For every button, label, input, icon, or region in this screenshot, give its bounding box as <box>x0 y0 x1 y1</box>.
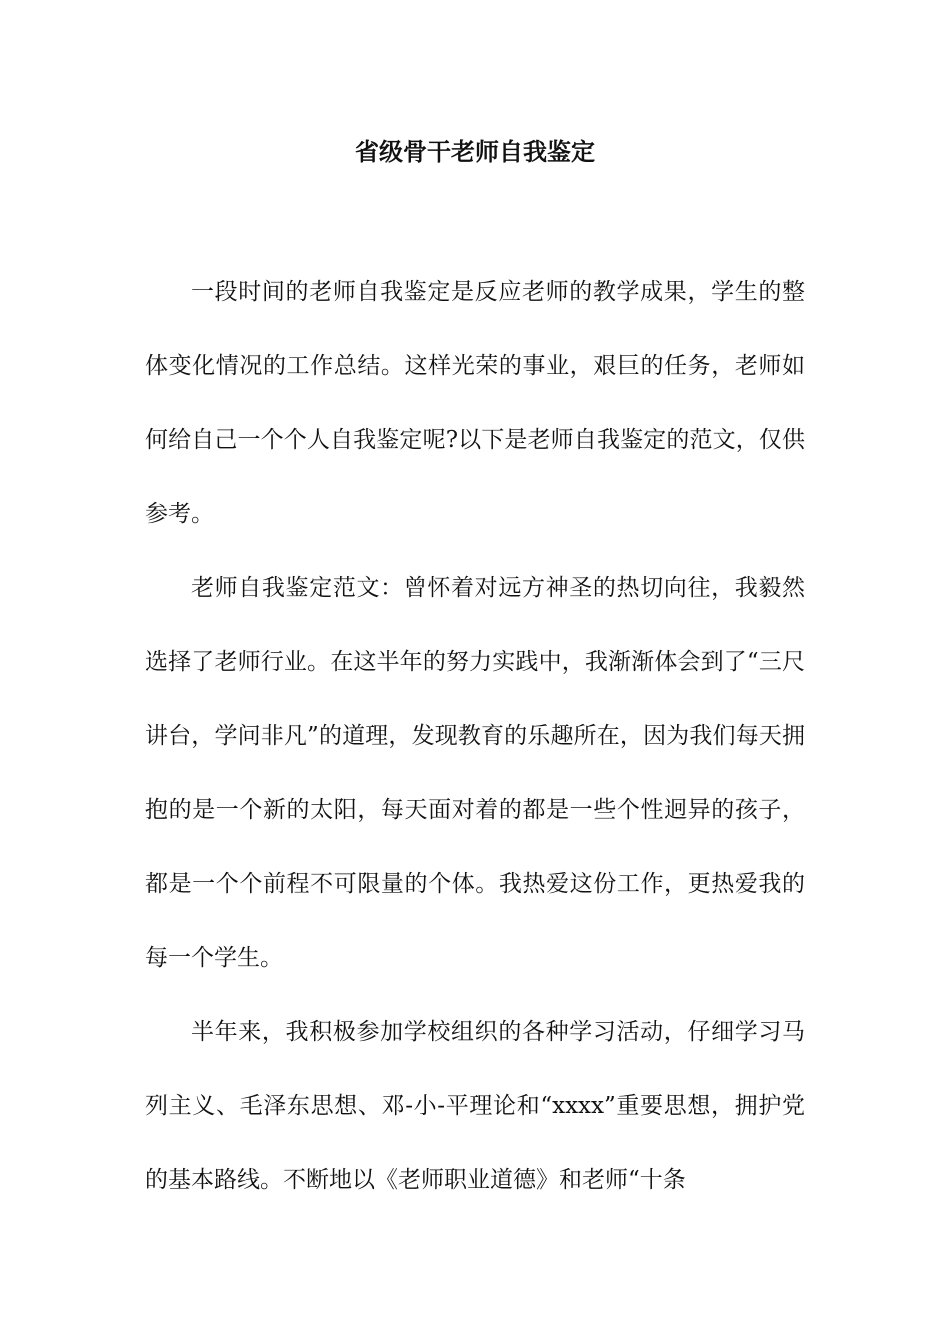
document-body <box>145 255 805 1217</box>
paragraph-intro: 一段时间的老师自我鉴定是反应老师的教学成果，学生的整体变化情况的工作总结。这样光荣的事业，艰巨的任务，老师如何给自己一个个人自我鉴定呢?以下是老师自我鉴定的范文，仅供参考。 <box>145 279 805 527</box>
document-title: 省级骨干老师自我鉴定 <box>355 138 595 166</box>
paragraph-study: 半年来，我积极参加学校组织的各种学习活动，仔细学习马列主义、毛泽东思想、邓-小-平理论和“xxxx”重要思想，拥护党的基本路线。不断地以《老师职业道德》和老师“十条 <box>145 1019 805 1193</box>
paragraph-sample: 老师自我鉴定范文：曾怀着对远方神圣的热切向往，我毅然选择了老师行业。在这半年的努力实践中，我渐渐体会到了“三尺讲台，学问非凡”的道理，发现教育的乐趣所在，因为我们每天拥抱的是一个新的太阳，每天面对着的都是一些个性迥异的孩子，都是一个个前程不可限量的个体。我热爱这份工作，更热爱我的每一个学生。 <box>145 575 805 971</box>
